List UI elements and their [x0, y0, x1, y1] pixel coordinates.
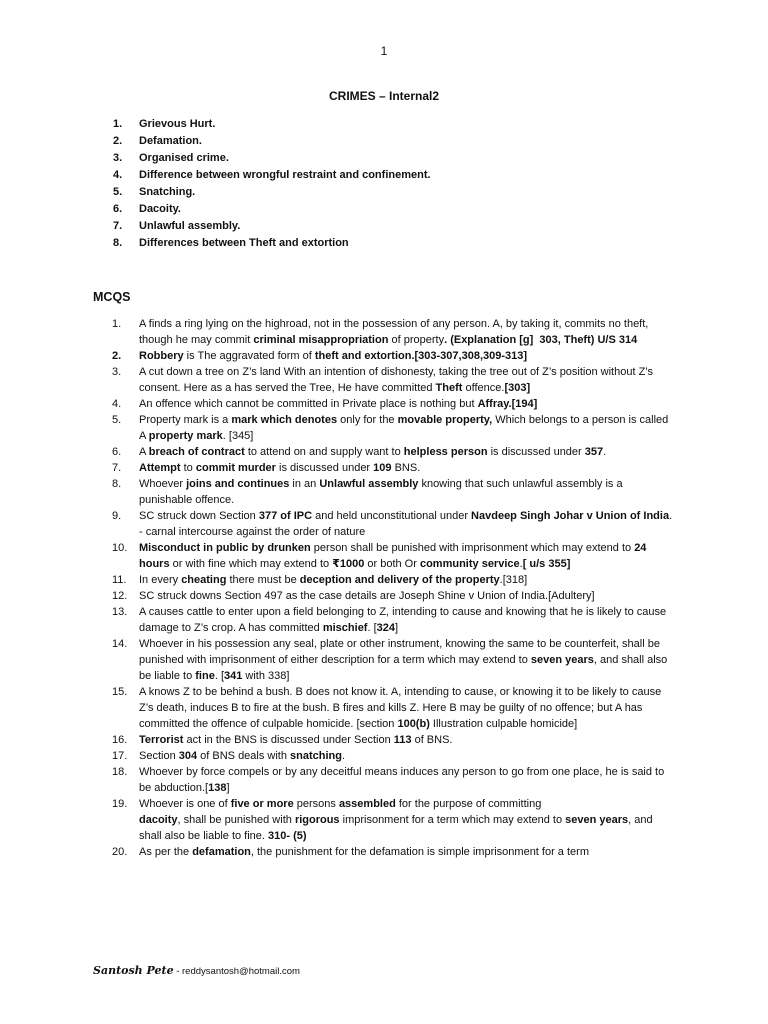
topic-number: 6.	[113, 203, 123, 215]
mcq-number: 20.	[112, 846, 128, 858]
mcq-text: is discussed under	[487, 446, 585, 458]
mcq-number: 19.	[112, 798, 128, 810]
mcq-number: 17.	[112, 750, 128, 762]
mcq-text-bold: dacoity	[139, 814, 178, 826]
mcq-number: 6.	[112, 446, 122, 458]
mcq-item	[112, 316, 674, 348]
mcq-item	[112, 444, 674, 460]
mcq-text: offence.	[462, 382, 505, 394]
mcq-text: Property mark is a	[139, 414, 232, 426]
mcq-text: Illustration culpable homicide]	[429, 718, 578, 730]
mcq-text-bold: mischief	[322, 622, 368, 634]
mcq-item	[112, 460, 674, 476]
topic-item	[113, 184, 431, 201]
mcq-text: An offence which cannot be committed in Private place is nothing but	[139, 398, 478, 410]
mcq-text-bold: 138	[208, 782, 227, 794]
mcq-text-bold: [303]	[504, 382, 531, 394]
mcq-text-bold: 341	[224, 670, 243, 682]
topic-text: Dacoity.	[139, 203, 181, 215]
mcq-text-bold: helpless person	[403, 446, 488, 458]
mcq-text: SC struck downs Section 497 as the case details are Joseph Shine v Union of India.[Adultery]	[139, 590, 595, 602]
mcq-number: 15.	[112, 686, 128, 698]
mcq-text-bold: seven years	[530, 654, 594, 666]
mcq-text: imprisonment for a term which may extend to	[339, 814, 566, 826]
document-title: CRIMES – Internal2	[328, 89, 440, 103]
topic-item	[113, 167, 431, 184]
mcq-text: SC struck down Section	[139, 510, 259, 522]
mcq-text: Which belongs to a person is called A	[139, 414, 671, 442]
mcq-item	[112, 476, 674, 508]
mcq-text: or both Or	[364, 558, 420, 570]
mcq-text-bold: joins and continues	[186, 478, 290, 490]
mcq-text-bold: fine	[195, 670, 215, 682]
mcq-item	[112, 588, 674, 604]
mcq-text-bold: assembled	[338, 798, 396, 810]
mcq-text-bold: Attempt	[139, 462, 181, 474]
mcq-text: to	[180, 462, 196, 474]
mcq-item	[112, 396, 674, 412]
mcq-text: or with fine which may extend to	[169, 558, 333, 570]
mcq-text: of property	[388, 334, 445, 346]
topic-text: Snatching.	[139, 186, 196, 198]
topic-item	[113, 150, 431, 167]
mcq-text: .[318]	[499, 574, 528, 586]
mcq-text-bold: criminal misappropriation	[253, 334, 389, 346]
author-signature: Santosh Pete	[93, 964, 174, 977]
mcq-text-bold: breach of contract	[148, 446, 245, 458]
mcq-text: . [	[214, 670, 224, 682]
mcq-text: persons	[293, 798, 339, 810]
mcq-list	[112, 316, 674, 860]
mcq-text: , and shall also be liable to	[139, 654, 671, 682]
mcq-number: 8.	[112, 478, 122, 490]
mcq-number: 14.	[112, 638, 128, 650]
mcq-text-bold: defamation	[192, 846, 251, 858]
mcq-text-bold: movable property,	[397, 414, 493, 426]
mcq-text: , and shall also be liable to fine.	[139, 814, 656, 842]
topic-text: Defamation.	[139, 135, 202, 147]
mcq-number: 2.	[112, 350, 122, 362]
mcq-text-bold: deception and delivery of the property	[299, 574, 500, 586]
topic-number: 5.	[113, 186, 123, 198]
mcq-number: 18.	[112, 766, 128, 778]
mcq-text-bold: cheating	[181, 574, 227, 586]
mcq-number: 5.	[112, 414, 122, 426]
footer	[93, 964, 300, 977]
mcq-text: in an	[289, 478, 320, 490]
mcq-number: 1.	[112, 318, 122, 330]
topic-number: 7.	[113, 220, 123, 232]
mcq-text: ]	[226, 782, 230, 794]
mcq-number: 11.	[112, 574, 127, 586]
mcq-text-bold: snatching	[290, 750, 342, 762]
topic-text: Organised crime.	[139, 152, 229, 164]
mcq-text-bold: 377 of IPC	[258, 510, 313, 522]
author-email: reddysantosh@hotmail.com	[182, 966, 300, 977]
mcq-text: Section	[139, 750, 179, 762]
mcq-number: 10.	[112, 542, 128, 554]
mcq-item	[112, 348, 674, 364]
mcq-text: . [345]	[222, 430, 254, 442]
mcq-text: As per the	[139, 846, 193, 858]
topic-item	[113, 133, 431, 150]
mcq-text: BNS.	[391, 462, 421, 474]
mcq-item	[112, 748, 674, 764]
topic-number: 1.	[113, 118, 123, 130]
topic-item	[113, 201, 431, 218]
mcq-item	[112, 540, 674, 572]
mcq-text: there must be	[226, 574, 300, 586]
mcq-text-bold: 310- (5)	[268, 830, 307, 842]
mcq-text: , shall be punished with	[177, 814, 295, 826]
mcq-item	[112, 364, 674, 396]
mcq-text: A causes cattle to enter upon a field belonging to Z, intending to cause and knowing that he is likely to cause damage to Z’s crop. A has committed	[139, 606, 670, 634]
mcq-item	[112, 572, 674, 588]
topic-number: 2.	[113, 135, 123, 147]
mcq-text: , the punishment for the defamation is simple imprisonment for a term	[250, 846, 589, 858]
topic-number: 4.	[113, 169, 123, 181]
mcq-text: for the purpose of committing	[398, 798, 542, 810]
mcq-text: with 338]	[242, 670, 290, 682]
mcq-text-bold: Misconduct in public by drunken	[139, 542, 311, 554]
mcq-text: only for the	[337, 414, 398, 426]
mcq-text: A knows Z to be behind a bush. B does not know it. A, intending to cause, or knowing it to be likely to cause Z’s death, induces B to fire at the bush. B fires and kills Z. Here B may be guilty of no offence; but A has committed the offence of culpable homicide. [section	[139, 686, 665, 730]
mcq-text: Whoever is one of	[139, 798, 231, 810]
topic-text: Grievous Hurt.	[139, 118, 216, 130]
mcq-text-bold: 324	[376, 622, 396, 634]
topic-item	[113, 218, 431, 235]
mcq-text: Whoever in his possession any seal, plate or other instrument, knowing the same to be counterfeit, shall be punished with imprisonment of either description for a term which may extend to	[139, 638, 664, 666]
topic-text: Difference between wrongful restraint and confinement.	[139, 169, 431, 181]
mcq-item	[112, 636, 674, 684]
mcq-text-bold: 109	[373, 462, 392, 474]
mcq-text: In every	[139, 574, 182, 586]
mcq-item	[112, 508, 674, 540]
mcq-text: and held unconstitutional under	[312, 510, 472, 522]
mcq-text-bold: 357	[584, 446, 604, 458]
topic-text: Differences between Theft and extortion	[139, 237, 349, 249]
mcq-item	[112, 732, 674, 748]
mcq-item	[112, 412, 674, 444]
topic-list	[113, 116, 431, 252]
mcq-text: A	[139, 446, 149, 458]
mcq-text-bold: Navdeep Singh Johar v Union of India	[471, 510, 670, 522]
mcq-text: A cut down a tree on Z’s land With an intention of dishonesty, taking the tree out of Z’s position without Z’s consent. Here as a has served the Tree, He have committed	[139, 366, 657, 394]
mcq-text: Whoever by force compels or by any deceitful means induces any person to go from one place, he is said to be abduction.[	[139, 766, 668, 794]
mcq-text: ]	[395, 622, 399, 634]
mcq-number: 9.	[112, 510, 122, 522]
topic-item	[113, 235, 431, 252]
mcq-text-bold: commit murder	[195, 462, 276, 474]
mcq-number: 13.	[112, 606, 128, 618]
mcq-text-bold: ₹1000	[332, 558, 365, 570]
mcq-text: . [	[367, 622, 377, 634]
mcq-number: 4.	[112, 398, 122, 410]
mcq-text-bold: 304	[178, 750, 198, 762]
mcq-text: is discussed under	[275, 462, 374, 474]
mcq-text: .	[603, 446, 607, 458]
mcq-text-bold: seven years	[565, 814, 629, 826]
mcq-text-bold: community service	[419, 558, 520, 570]
mcq-item	[112, 844, 674, 860]
topic-item	[113, 116, 431, 133]
mcq-text-bold: Robbery	[139, 350, 184, 362]
mcq-text-bold: five or more	[230, 798, 294, 810]
mcq-number: 12.	[112, 590, 128, 602]
mcq-text: person shall be punished with imprisonment which may extend to	[310, 542, 635, 554]
mcq-text-bold: property mark	[148, 430, 223, 442]
mcq-item	[112, 764, 674, 796]
mcq-item	[112, 796, 674, 844]
mcq-text-bold: Affray.[194]	[477, 398, 538, 410]
mcq-text: knowing that such unlawful assembly is a punishable offence.	[139, 478, 626, 506]
mcq-text-bold: 24 hours	[139, 542, 650, 570]
mcq-text: of BNS deals with	[197, 750, 291, 762]
topic-number: 8.	[113, 237, 123, 249]
mcq-text: Whoever	[139, 478, 187, 490]
topic-number: 3.	[113, 152, 123, 164]
mcq-heading: MCQS	[93, 290, 131, 304]
mcq-number: 7.	[112, 462, 122, 474]
mcq-text: act in the BNS is discussed under Section	[183, 734, 394, 746]
mcq-text-bold: theft and extortion.[303-307,308,309-313]	[314, 350, 528, 362]
mcq-number: 16.	[112, 734, 128, 746]
mcq-text: is The aggravated form of	[183, 350, 315, 362]
mcq-text-bold: mark which denotes	[231, 414, 338, 426]
mcq-text-bold: Terrorist	[139, 734, 184, 746]
mcq-text-bold: . (Explanation [g] 303, Theft) U/S 314	[444, 334, 638, 346]
mcq-text-bold: 113	[393, 734, 412, 746]
mcq-text-bold: [ u/s 355]	[522, 558, 571, 570]
footer-separator: -	[173, 966, 183, 977]
mcq-text: of BNS.	[411, 734, 453, 746]
mcq-item	[112, 604, 674, 636]
mcq-number: 3.	[112, 366, 122, 378]
mcq-text-bold: Unlawful assembly	[319, 478, 419, 490]
mcq-text-bold: Theft	[435, 382, 463, 394]
topic-text: Unlawful assembly.	[139, 220, 241, 232]
mcq-text: .	[342, 750, 346, 762]
mcq-text: .	[519, 558, 523, 570]
mcq-text: to attend on and supply want to	[244, 446, 404, 458]
page-number: 1	[380, 44, 388, 58]
mcq-text-bold: 100(b)	[397, 718, 430, 730]
mcq-item	[112, 684, 674, 732]
mcq-text-bold: rigorous	[294, 814, 340, 826]
mcq-text: A finds a ring lying on the highroad, not in the possession of any person. A, by taking it, commits no theft, though he may commit	[139, 318, 652, 346]
mcq-text: . - carnal intercourse against the order of nature	[139, 510, 676, 538]
